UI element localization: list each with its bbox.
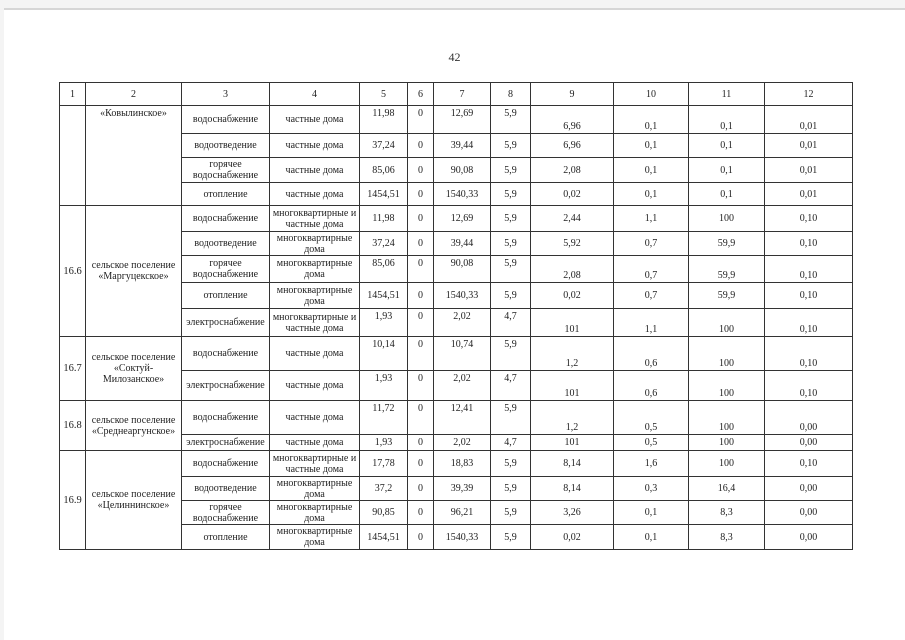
value-cell-9: 101 (531, 309, 614, 337)
value-cell-11: 100 (689, 435, 765, 451)
value-cell-7: 18,83 (434, 451, 491, 477)
header-cell-10: 10 (614, 83, 689, 106)
building-type: частные дома (270, 158, 360, 183)
group-code: 16.6 (60, 206, 86, 337)
value-cell-5: 1454,51 (360, 525, 408, 550)
value-cell-5: 37,24 (360, 232, 408, 256)
value-cell-5: 37,2 (360, 477, 408, 501)
value-cell-12: 0,01 (765, 183, 853, 206)
value-cell-6: 0 (408, 283, 434, 309)
header-cell-5: 5 (360, 83, 408, 106)
page-number: 42 (448, 50, 461, 64)
value-cell-6: 0 (408, 206, 434, 232)
value-cell-5: 85,06 (360, 158, 408, 183)
group-code: 16.7 (60, 337, 86, 401)
header-cell-3: 3 (182, 83, 270, 106)
value-cell-9: 2,44 (531, 206, 614, 232)
value-cell-10: 0,7 (614, 232, 689, 256)
service-type: электроснабжение (182, 309, 270, 337)
value-cell-9: 0,02 (531, 183, 614, 206)
value-cell-8: 5,9 (491, 256, 531, 283)
value-cell-10: 0,1 (614, 501, 689, 525)
value-cell-12: 0,01 (765, 106, 853, 134)
value-cell-9: 6,96 (531, 134, 614, 158)
value-cell-8: 5,9 (491, 106, 531, 134)
value-cell-8: 5,9 (491, 158, 531, 183)
value-cell-10: 1,1 (614, 206, 689, 232)
value-cell-5: 37,24 (360, 134, 408, 158)
value-cell-11: 0,1 (689, 158, 765, 183)
service-type: электроснабжение (182, 435, 270, 451)
value-cell-7: 2,02 (434, 435, 491, 451)
value-cell-7: 12,69 (434, 106, 491, 134)
value-cell-12: 0,00 (765, 435, 853, 451)
value-cell-8: 5,9 (491, 401, 531, 435)
building-type: частные дома (270, 401, 360, 435)
service-type: водоснабжение (182, 451, 270, 477)
building-type: частные дома (270, 106, 360, 134)
value-cell-12: 0,10 (765, 283, 853, 309)
building-type: многоквартирные дома (270, 501, 360, 525)
service-type: отопление (182, 183, 270, 206)
value-cell-7: 10,74 (434, 337, 491, 371)
settlement-name: сельское поселение «Целиннинское» (86, 451, 182, 550)
value-cell-5: 11,98 (360, 106, 408, 134)
header-row (60, 83, 853, 106)
value-cell-5: 85,06 (360, 256, 408, 283)
value-cell-6: 0 (408, 337, 434, 371)
table-row (60, 337, 853, 371)
service-type: водоснабжение (182, 106, 270, 134)
value-cell-8: 5,9 (491, 206, 531, 232)
settlement-name: сельское поселение «Соктуй-Милозанское» (86, 337, 182, 401)
value-cell-10: 0,1 (614, 158, 689, 183)
value-cell-11: 100 (689, 371, 765, 401)
value-cell-9: 3,26 (531, 501, 614, 525)
value-cell-8: 4,7 (491, 435, 531, 451)
value-cell-9: 8,14 (531, 477, 614, 501)
value-cell-8: 5,9 (491, 183, 531, 206)
group-code: 16.8 (60, 401, 86, 451)
value-cell-8: 5,9 (491, 451, 531, 477)
value-cell-10: 0,7 (614, 256, 689, 283)
value-cell-10: 0,7 (614, 283, 689, 309)
value-cell-6: 0 (408, 106, 434, 134)
service-type: водоснабжение (182, 401, 270, 435)
building-type: частные дома (270, 183, 360, 206)
value-cell-11: 0,1 (689, 106, 765, 134)
value-cell-5: 1,93 (360, 371, 408, 401)
building-type: многоквартирные дома (270, 477, 360, 501)
settlement-name: «Ковылинское» (86, 106, 182, 206)
value-cell-5: 1,93 (360, 435, 408, 451)
building-type: частные дома (270, 435, 360, 451)
value-cell-9: 1,2 (531, 337, 614, 371)
value-cell-9: 101 (531, 435, 614, 451)
value-cell-6: 0 (408, 401, 434, 435)
value-cell-5: 90,85 (360, 501, 408, 525)
building-type: многоквартирные дома (270, 525, 360, 550)
service-type: отопление (182, 283, 270, 309)
value-cell-7: 39,44 (434, 232, 491, 256)
building-type: многоквартирные дома (270, 232, 360, 256)
service-type: горячее водоснабжение (182, 158, 270, 183)
table-body (60, 83, 853, 550)
value-cell-5: 10,14 (360, 337, 408, 371)
value-cell-9: 1,2 (531, 401, 614, 435)
service-type: отопление (182, 525, 270, 550)
value-cell-6: 0 (408, 183, 434, 206)
value-cell-6: 0 (408, 232, 434, 256)
value-cell-8: 5,9 (491, 477, 531, 501)
value-cell-9: 101 (531, 371, 614, 401)
value-cell-11: 100 (689, 451, 765, 477)
value-cell-6: 0 (408, 158, 434, 183)
value-cell-9: 6,96 (531, 106, 614, 134)
value-cell-10: 0,1 (614, 525, 689, 550)
value-cell-8: 5,9 (491, 232, 531, 256)
value-cell-11: 100 (689, 337, 765, 371)
header-cell-11: 11 (689, 83, 765, 106)
value-cell-10: 1,6 (614, 451, 689, 477)
service-type: водоотведение (182, 134, 270, 158)
value-cell-6: 0 (408, 435, 434, 451)
value-cell-12: 0,10 (765, 337, 853, 371)
service-type: горячее водоснабжение (182, 501, 270, 525)
value-cell-7: 2,02 (434, 309, 491, 337)
value-cell-7: 90,08 (434, 158, 491, 183)
value-cell-11: 8,3 (689, 501, 765, 525)
value-cell-6: 0 (408, 134, 434, 158)
value-cell-9: 0,02 (531, 525, 614, 550)
value-cell-11: 8,3 (689, 525, 765, 550)
value-cell-7: 90,08 (434, 256, 491, 283)
service-type: горячее водоснабжение (182, 256, 270, 283)
value-cell-7: 39,44 (434, 134, 491, 158)
value-cell-6: 0 (408, 309, 434, 337)
value-cell-7: 96,21 (434, 501, 491, 525)
value-cell-6: 0 (408, 525, 434, 550)
value-cell-12: 0,01 (765, 134, 853, 158)
value-cell-11: 16,4 (689, 477, 765, 501)
value-cell-11: 59,9 (689, 232, 765, 256)
document-page (4, 8, 905, 640)
value-cell-12: 0,10 (765, 206, 853, 232)
value-cell-11: 100 (689, 309, 765, 337)
service-type: водоотведение (182, 232, 270, 256)
table-row (60, 106, 853, 134)
value-cell-12: 0,10 (765, 451, 853, 477)
value-cell-6: 0 (408, 477, 434, 501)
value-cell-7: 12,41 (434, 401, 491, 435)
data-table (59, 82, 853, 550)
value-cell-5: 11,98 (360, 206, 408, 232)
value-cell-7: 12,69 (434, 206, 491, 232)
value-cell-11: 59,9 (689, 256, 765, 283)
header-cell-1: 1 (60, 83, 86, 106)
value-cell-10: 1,1 (614, 309, 689, 337)
value-cell-10: 0,1 (614, 106, 689, 134)
value-cell-5: 11,72 (360, 401, 408, 435)
value-cell-5: 17,78 (360, 451, 408, 477)
value-cell-5: 1,93 (360, 309, 408, 337)
value-cell-7: 2,02 (434, 371, 491, 401)
service-type: водоснабжение (182, 337, 270, 371)
table-row (60, 401, 853, 435)
header-cell-8: 8 (491, 83, 531, 106)
value-cell-11: 0,1 (689, 183, 765, 206)
header-cell-2: 2 (86, 83, 182, 106)
value-cell-5: 1454,51 (360, 283, 408, 309)
table-row (60, 206, 853, 232)
value-cell-10: 0,5 (614, 435, 689, 451)
table-row (60, 451, 853, 477)
settlement-name: сельское поселение «Маргуцекское» (86, 206, 182, 337)
value-cell-6: 0 (408, 501, 434, 525)
value-cell-7: 1540,33 (434, 283, 491, 309)
header-cell-7: 7 (434, 83, 491, 106)
value-cell-9: 2,08 (531, 256, 614, 283)
value-cell-10: 0,5 (614, 401, 689, 435)
building-type: многоквартирные и частные дома (270, 206, 360, 232)
value-cell-10: 0,6 (614, 337, 689, 371)
value-cell-6: 0 (408, 451, 434, 477)
value-cell-11: 100 (689, 401, 765, 435)
building-type: многоквартирные и частные дома (270, 309, 360, 337)
value-cell-9: 5,92 (531, 232, 614, 256)
header-cell-6: 6 (408, 83, 434, 106)
value-cell-7: 1540,33 (434, 183, 491, 206)
header-cell-9: 9 (531, 83, 614, 106)
value-cell-10: 0,6 (614, 371, 689, 401)
value-cell-12: 0,10 (765, 309, 853, 337)
service-type: водоотведение (182, 477, 270, 501)
value-cell-8: 5,9 (491, 134, 531, 158)
value-cell-8: 5,9 (491, 337, 531, 371)
value-cell-12: 0,01 (765, 158, 853, 183)
value-cell-9: 0,02 (531, 283, 614, 309)
value-cell-12: 0,10 (765, 256, 853, 283)
value-cell-11: 100 (689, 206, 765, 232)
value-cell-12: 0,00 (765, 477, 853, 501)
value-cell-7: 1540,33 (434, 525, 491, 550)
value-cell-12: 0,00 (765, 501, 853, 525)
value-cell-10: 0,1 (614, 183, 689, 206)
value-cell-5: 1454,51 (360, 183, 408, 206)
group-code (60, 106, 86, 206)
value-cell-12: 0,00 (765, 525, 853, 550)
group-code: 16.9 (60, 451, 86, 550)
service-type: электроснабжение (182, 371, 270, 401)
value-cell-11: 59,9 (689, 283, 765, 309)
service-type: водоснабжение (182, 206, 270, 232)
value-cell-8: 5,9 (491, 283, 531, 309)
building-type: многоквартирные и частные дома (270, 451, 360, 477)
building-type: многоквартирные дома (270, 283, 360, 309)
settlement-name: сельское поселение «Среднеаргунское» (86, 401, 182, 451)
building-type: многоквартирные дома (270, 256, 360, 283)
header-cell-4: 4 (270, 83, 360, 106)
building-type: частные дома (270, 134, 360, 158)
value-cell-7: 39,39 (434, 477, 491, 501)
building-type: частные дома (270, 337, 360, 371)
value-cell-12: 0,00 (765, 401, 853, 435)
value-cell-10: 0,3 (614, 477, 689, 501)
value-cell-11: 0,1 (689, 134, 765, 158)
building-type: частные дома (270, 371, 360, 401)
value-cell-8: 5,9 (491, 525, 531, 550)
value-cell-9: 2,08 (531, 158, 614, 183)
value-cell-12: 0,10 (765, 371, 853, 401)
value-cell-8: 5,9 (491, 501, 531, 525)
value-cell-8: 4,7 (491, 371, 531, 401)
value-cell-8: 4,7 (491, 309, 531, 337)
value-cell-6: 0 (408, 256, 434, 283)
value-cell-12: 0,10 (765, 232, 853, 256)
value-cell-10: 0,1 (614, 134, 689, 158)
value-cell-6: 0 (408, 371, 434, 401)
value-cell-9: 8,14 (531, 451, 614, 477)
header-cell-12: 12 (765, 83, 853, 106)
